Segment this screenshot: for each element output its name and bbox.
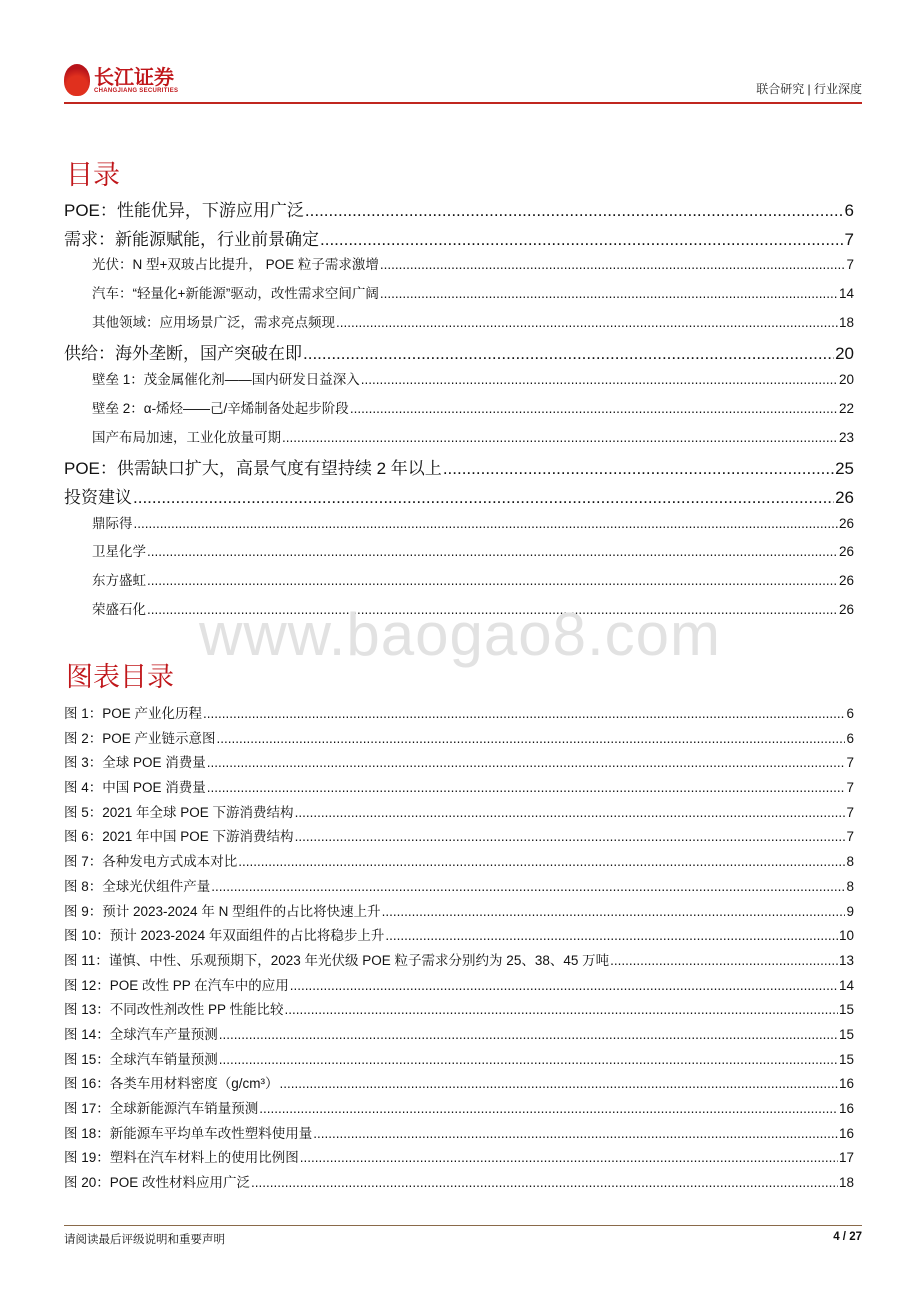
entry-title: 汽车：“轻量化+新能源”驱动，改性需求空间广阔 bbox=[92, 286, 379, 302]
dot-leader bbox=[259, 1101, 838, 1116]
dot-leader bbox=[320, 230, 844, 250]
entry-title: 图 10：预计 2023-2024 年双面组件的占比将稳步上升 bbox=[64, 928, 385, 944]
entry-page: 20 bbox=[835, 344, 854, 364]
toc-entry[interactable] bbox=[64, 282, 854, 311]
dot-leader bbox=[380, 286, 838, 301]
entry-page: 8 bbox=[846, 878, 854, 894]
dot-leader bbox=[207, 755, 846, 770]
figure-entry[interactable] bbox=[64, 727, 854, 752]
toc-entry[interactable] bbox=[64, 397, 854, 426]
entry-title: POE：供需缺口扩大，高景气度有望持续 2 年以上 bbox=[64, 459, 442, 479]
entry-page: 6 bbox=[844, 201, 854, 220]
entry-title: 图 11：谨慎、中性、乐观预期下，2023 年光伏级 POE 粒子需求分别约为 25、38、45 万吨 bbox=[64, 952, 610, 968]
entry-title: POE：性能优异，下游应用广泛 bbox=[64, 201, 304, 220]
entry-title: 图 4：中国 POE 消费量 bbox=[64, 780, 206, 796]
logo-name-en: CHANGJIANG SECURITIES bbox=[94, 88, 179, 94]
entry-page: 16 bbox=[838, 1101, 854, 1116]
entry-title: 图 3：全球 POE 消费量 bbox=[64, 755, 206, 771]
dot-leader bbox=[285, 1002, 838, 1017]
entry-page: 7 bbox=[844, 229, 854, 249]
figure-entry[interactable] bbox=[64, 1171, 854, 1196]
dot-leader bbox=[211, 879, 845, 894]
entry-page: 26 bbox=[838, 572, 854, 588]
figure-entry[interactable] bbox=[64, 850, 854, 875]
dot-leader bbox=[282, 430, 838, 445]
entry-page: 16 bbox=[838, 1076, 854, 1092]
report-type: 联合研究 | 行业深度 bbox=[756, 82, 862, 96]
entry-title: 图 9：预计 2023-2024 年 N 型组件的占比将快速上升 bbox=[64, 903, 381, 919]
entry-page: 7 bbox=[846, 804, 854, 820]
toc-entry[interactable] bbox=[64, 540, 854, 569]
entry-page: 15 bbox=[838, 1002, 854, 1018]
entry-title: 图 5：2021 年全球 POE 下游消费结构 bbox=[64, 804, 294, 820]
dot-leader bbox=[147, 573, 838, 588]
entry-page: 23 bbox=[838, 429, 854, 445]
entry-title: 其他领域：应用场景广泛，需求亮点频现 bbox=[92, 314, 335, 330]
entry-page: 7 bbox=[846, 829, 854, 845]
entry-page: 9 bbox=[846, 903, 854, 919]
figure-entry[interactable] bbox=[64, 751, 854, 776]
entry-title: 卫星化学 bbox=[92, 544, 146, 560]
entry-title: 图 18：新能源车平均单车改性塑料使用量 bbox=[64, 1125, 313, 1141]
entry-title: 壁垒 1：茂金属催化剂——国内研发日益深入 bbox=[92, 372, 360, 388]
disclaimer: 请阅读最后评级说明和重要声明 bbox=[64, 1234, 225, 1246]
entry-title: 图 15：全球汽车销量预测 bbox=[64, 1051, 218, 1067]
dot-leader bbox=[350, 401, 838, 416]
figure-list bbox=[64, 702, 854, 1196]
entry-page: 6 bbox=[846, 706, 854, 721]
entry-title: 国产布局加速，工业化放量可期 bbox=[92, 429, 281, 445]
entry-title: 图 13：不同改性剂改性 PP 性能比较 bbox=[64, 1002, 284, 1018]
toc-entry[interactable] bbox=[64, 311, 854, 340]
figure-entry[interactable] bbox=[64, 1146, 854, 1171]
dot-leader bbox=[385, 928, 838, 943]
entry-page: 8 bbox=[846, 854, 854, 870]
dot-leader bbox=[295, 829, 846, 844]
figure-entry[interactable] bbox=[64, 924, 854, 949]
dot-leader bbox=[336, 315, 838, 330]
figure-entry[interactable] bbox=[64, 1097, 854, 1122]
entry-title: 图 6：2021 年中国 POE 下游消费结构 bbox=[64, 829, 294, 845]
figures-title: 图表目录 bbox=[66, 662, 174, 692]
entry-title: 图 2：POE 产业链示意图 bbox=[64, 730, 216, 746]
toc-title: 目录 bbox=[66, 160, 120, 190]
entry-page: 16 bbox=[838, 1125, 854, 1141]
dot-leader bbox=[361, 372, 838, 387]
entry-page: 7 bbox=[846, 780, 854, 796]
entry-page: 7 bbox=[846, 755, 854, 771]
logo-name-cn: 长江证券 bbox=[94, 65, 174, 89]
entry-title: 光伏：N 型+双玻占比提升， POE 粒子需求激增 bbox=[92, 257, 379, 273]
dot-leader bbox=[251, 1175, 838, 1190]
entry-page: 26 bbox=[838, 515, 854, 531]
figure-entry[interactable] bbox=[64, 900, 854, 925]
dot-leader bbox=[300, 1150, 838, 1165]
figure-entry[interactable] bbox=[64, 776, 854, 801]
figure-entry[interactable] bbox=[64, 998, 854, 1023]
entry-title: 图 16：各类车用材料密度（g/cm³） bbox=[64, 1076, 279, 1092]
toc-entry[interactable] bbox=[64, 512, 854, 541]
dot-leader bbox=[217, 731, 846, 746]
dot-leader bbox=[280, 1076, 838, 1091]
entry-title: 图 19：塑料在汽车材料上的使用比例图 bbox=[64, 1150, 299, 1166]
entry-page: 25 bbox=[835, 459, 854, 479]
entry-title: 鼎际得 bbox=[92, 515, 133, 531]
entry-title: 供给：海外垄断，国产突破在即 bbox=[64, 344, 302, 364]
watermark: www.baogao8.com bbox=[199, 601, 721, 668]
toc-entry[interactable] bbox=[64, 368, 854, 397]
dot-leader bbox=[443, 459, 834, 479]
entry-title: 图 8：全球光伏组件产量 bbox=[64, 878, 211, 894]
toc-entry[interactable] bbox=[64, 426, 854, 455]
entry-page: 22 bbox=[838, 400, 854, 416]
entry-title: 投资建议 bbox=[64, 487, 132, 507]
entry-page: 15 bbox=[838, 1051, 854, 1067]
entry-title: 图 20：POE 改性材料应用广泛 bbox=[64, 1175, 251, 1191]
entry-page: 26 bbox=[835, 487, 854, 507]
entry-page: 10 bbox=[838, 928, 854, 944]
toc-entry[interactable] bbox=[64, 454, 854, 483]
dot-leader bbox=[134, 516, 838, 531]
figure-entry[interactable] bbox=[64, 801, 854, 826]
figure-entry[interactable] bbox=[64, 825, 854, 850]
dot-leader bbox=[203, 706, 845, 721]
toc-entry[interactable] bbox=[64, 483, 854, 512]
toc-entry[interactable] bbox=[64, 225, 854, 254]
figure-entry[interactable] bbox=[64, 974, 854, 999]
dot-leader bbox=[133, 488, 834, 508]
entry-page: 18 bbox=[838, 314, 854, 330]
figure-entry[interactable] bbox=[64, 1072, 854, 1097]
dot-leader bbox=[303, 344, 834, 364]
toc-entry[interactable] bbox=[64, 196, 854, 225]
table-of-contents bbox=[64, 196, 854, 626]
figure-entry[interactable] bbox=[64, 1048, 854, 1073]
entry-page: 17 bbox=[838, 1150, 854, 1166]
dot-leader bbox=[380, 257, 846, 272]
dot-leader bbox=[610, 953, 838, 968]
entry-title: 图 14：全球汽车产量预测 bbox=[64, 1026, 218, 1042]
figure-entry[interactable] bbox=[64, 1023, 854, 1048]
entry-page: 14 bbox=[838, 977, 854, 993]
entry-title: 图 1：POE 产业化历程 bbox=[64, 706, 203, 721]
logo-emblem-icon bbox=[64, 64, 90, 96]
figure-entry[interactable] bbox=[64, 702, 854, 727]
page-header bbox=[64, 62, 862, 104]
entry-title: 荣盛石化 bbox=[92, 601, 146, 617]
entry-page: 18 bbox=[838, 1175, 854, 1191]
entry-page: 6 bbox=[846, 730, 854, 746]
entry-title: 东方盛虹 bbox=[92, 572, 146, 588]
dot-leader bbox=[295, 805, 846, 820]
entry-page: 20 bbox=[838, 372, 854, 388]
entry-page: 26 bbox=[838, 601, 854, 617]
figure-entry[interactable] bbox=[64, 875, 854, 900]
figure-entry[interactable] bbox=[64, 1122, 854, 1147]
dot-leader bbox=[147, 544, 838, 559]
entry-page: 14 bbox=[838, 286, 854, 302]
entry-page: 7 bbox=[846, 257, 854, 273]
toc-entry[interactable] bbox=[64, 569, 854, 598]
entry-title: 壁垒 2：α-烯烃——己/辛烯制备处起步阶段 bbox=[92, 400, 349, 416]
dot-leader bbox=[313, 1126, 838, 1141]
dot-leader bbox=[382, 904, 846, 919]
dot-leader bbox=[207, 780, 846, 795]
company-logo bbox=[64, 64, 178, 96]
entry-title: 图 7：各种发电方式成本对比 bbox=[64, 854, 238, 870]
entry-page: 15 bbox=[838, 1026, 854, 1042]
page-footer bbox=[64, 1225, 862, 1247]
page-number: 4 / 27 bbox=[833, 1231, 862, 1243]
dot-leader bbox=[290, 978, 838, 993]
dot-leader bbox=[238, 854, 845, 869]
entry-page: 13 bbox=[838, 952, 854, 968]
entry-title: 图 17：全球新能源汽车销量预测 bbox=[64, 1101, 259, 1116]
dot-leader bbox=[219, 1027, 838, 1042]
figure-entry[interactable] bbox=[64, 949, 854, 974]
toc-entry[interactable] bbox=[64, 253, 854, 282]
dot-leader bbox=[305, 201, 844, 221]
toc-entry[interactable] bbox=[64, 339, 854, 368]
dot-leader bbox=[219, 1052, 838, 1067]
entry-page: 26 bbox=[838, 544, 854, 560]
entry-title: 图 12：POE 改性 PP 在汽车中的应用 bbox=[64, 977, 289, 993]
entry-title: 需求：新能源赋能，行业前景确定 bbox=[64, 229, 319, 249]
